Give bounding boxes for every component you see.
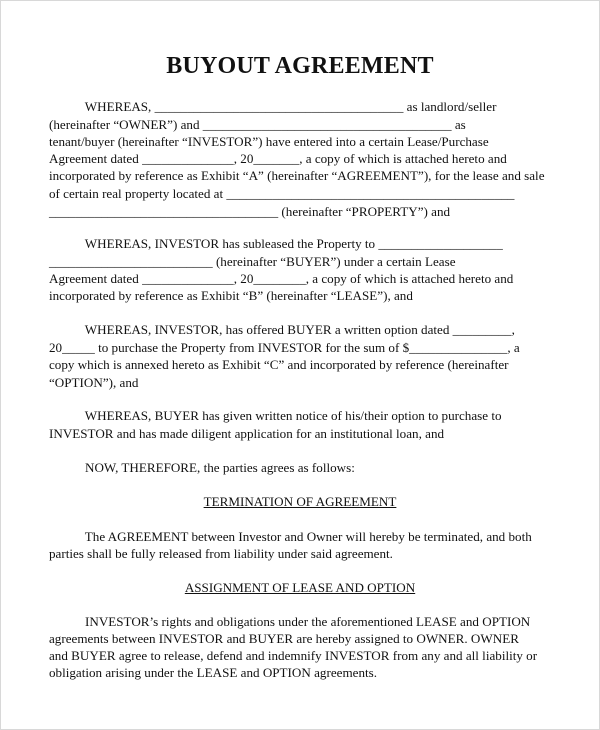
paragraph-line: obligation arising under the LEASE and OPTION agreements. <box>49 665 377 680</box>
paragraph-line: agreements between INVESTOR and BUYER are hereby assigned to OWNER. OWNER <box>49 631 519 646</box>
paragraph-line: “OPTION”), and <box>49 375 139 390</box>
paragraph-line: The AGREEMENT between Investor and Owner will hereby be terminated, and both <box>49 529 532 544</box>
paragraph-line: and BUYER agree to release, defend and indemnify INVESTOR from any and all liability or <box>49 648 538 663</box>
paragraph-line: _________________________ (hereinafter “BUYER”) under a certain Lease <box>49 254 456 269</box>
paragraph-line: of certain real property located at ____________________________________________ <box>49 186 515 201</box>
paragraph-line: INVESTOR’s rights and obligations under the aforementioned LEASE and OPTION <box>49 614 531 629</box>
paragraph-line: copy which is annexed hereto as Exhibit “C” and incorporated by reference (hereinafter <box>49 357 509 372</box>
paragraph-line: WHEREAS, INVESTOR, has offered BUYER a written option dated _________, <box>49 322 515 337</box>
paragraph-line: Agreement dated ______________, 20_______, a copy of which is attached hereto and <box>49 151 507 166</box>
section-heading-termination: TERMINATION OF AGREEMENT <box>203 494 397 509</box>
paragraph-line: Agreement dated ______________, 20________, a copy of which is attached hereto and <box>49 271 514 286</box>
paragraph-line: WHEREAS, BUYER has given written notice of his/their option to purchase to <box>49 408 502 423</box>
paragraph-line: (hereinafter “OWNER”) and ______________________________________ as <box>49 117 466 132</box>
section-heading-assignment: ASSIGNMENT OF LEASE AND OPTION <box>184 580 416 595</box>
paragraph-line: tenant/buyer (hereinafter “INVESTOR”) have entered into a certain Lease/Purchase <box>49 134 489 149</box>
paragraph-line: WHEREAS, INVESTOR has subleased the Property to ___________________ <box>49 236 503 251</box>
document-title: BUYOUT AGREEMENT <box>166 53 434 79</box>
paragraph-line: NOW, THEREFORE, the parties agrees as follows: <box>49 460 355 475</box>
paragraph-line: incorporated by reference as Exhibit “B” (hereinafter “LEASE”), and <box>49 288 413 303</box>
paragraph-line: parties shall be fully released from liability under said agreement. <box>49 546 393 561</box>
paragraph-line: incorporated by reference as Exhibit “A” (hereinafter “AGREEMENT”), for the lease and sale <box>49 168 545 183</box>
paragraph-line: WHEREAS, ______________________________________ as landlord/seller <box>49 99 497 114</box>
paragraph-line: ___________________________________ (hereinafter “PROPERTY”) and <box>49 204 451 219</box>
paragraph-line: 20_____ to purchase the Property from INVESTOR for the sum of $_______________, a <box>49 340 520 355</box>
paragraph-line: INVESTOR and has made diligent application for an institutional loan, and <box>49 426 445 441</box>
